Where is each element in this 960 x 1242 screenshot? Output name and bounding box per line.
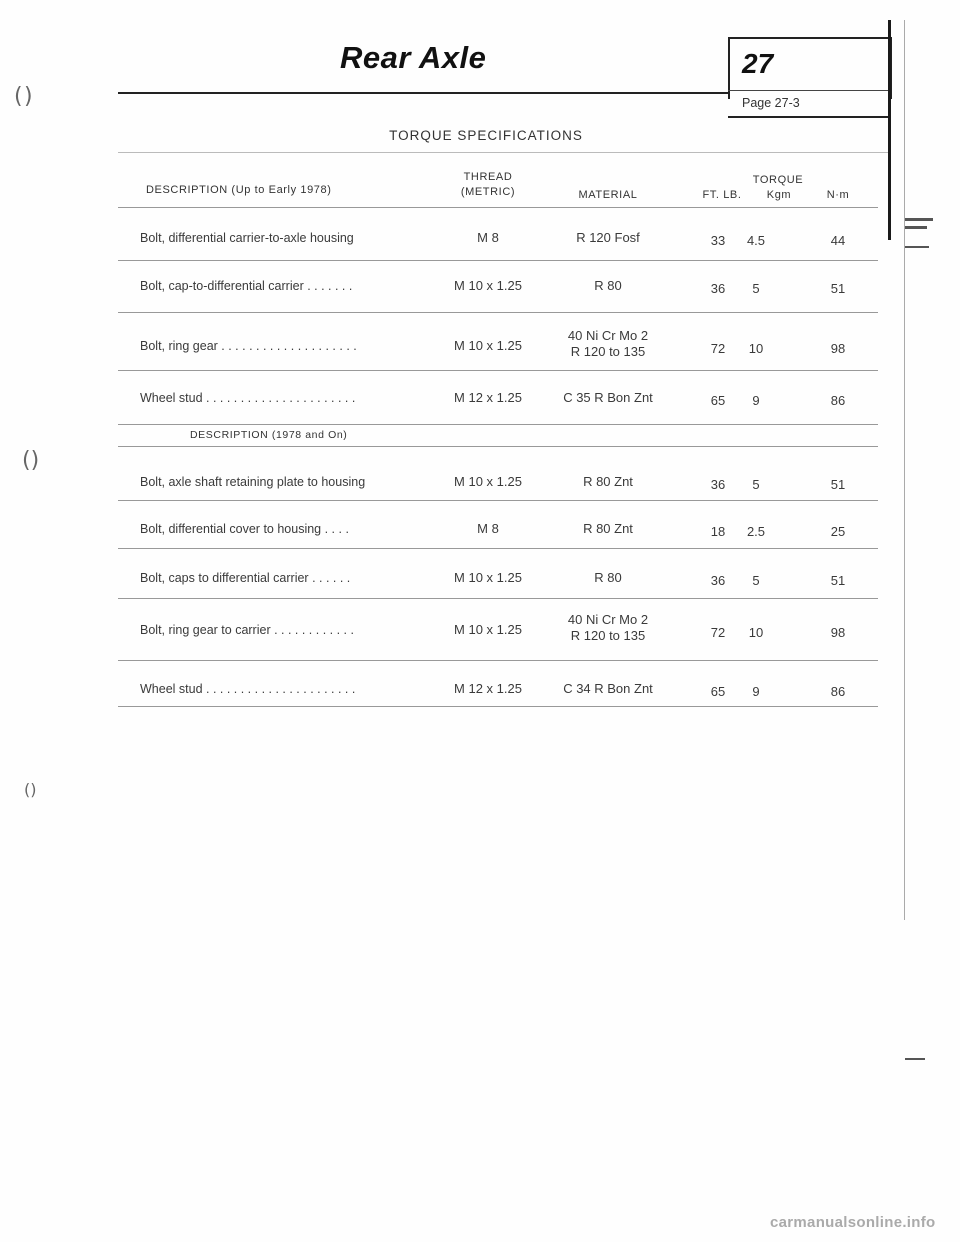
row-torque-nm: 98 xyxy=(830,341,846,356)
row-description: Bolt, ring gear . . . . . . . . . . . . . . . . . . . . xyxy=(140,339,357,353)
col-header-nm: N·m xyxy=(826,189,850,201)
row-divider xyxy=(118,260,878,261)
row-divider xyxy=(118,548,878,549)
row-torque-ftlb: 65 xyxy=(710,393,726,408)
row-material: 40 Ni Cr Mo 2 xyxy=(567,328,649,343)
row-thread: M 8 xyxy=(477,521,499,536)
row-thread: M 10 x 1.25 xyxy=(454,338,522,353)
row-torque-kgm: 5 xyxy=(752,281,760,296)
row-torque-nm: 44 xyxy=(830,233,846,248)
section-rule xyxy=(118,152,888,153)
row-divider xyxy=(118,424,878,425)
row-torque-ftlb: 33 xyxy=(710,233,726,248)
row-divider xyxy=(118,598,878,599)
row-torque-nm: 51 xyxy=(830,281,846,296)
row-torque-nm: 86 xyxy=(830,684,846,699)
row-divider xyxy=(118,370,878,371)
row-description: Bolt, axle shaft retaining plate to housing xyxy=(140,475,366,489)
row-torque-nm: 51 xyxy=(830,573,846,588)
row-torque-kgm: 9 xyxy=(752,393,760,408)
binder-hole-mark: () xyxy=(24,780,37,799)
row-material-line2: R 120 to 135 xyxy=(570,344,646,359)
edge-tab-mark xyxy=(905,246,929,248)
col-header-kgm: Kgm xyxy=(766,189,792,201)
row-thread: M 10 x 1.25 xyxy=(454,278,522,293)
row-thread: M 8 xyxy=(477,230,499,245)
binder-hole-mark: ( xyxy=(14,84,23,109)
row-torque-ftlb: 65 xyxy=(710,684,726,699)
row-divider xyxy=(118,660,878,661)
binder-hole-mark: () xyxy=(22,448,40,473)
col-header-thread-line2: (METRIC) xyxy=(460,186,516,198)
page-number: Page 27-3 xyxy=(742,96,800,110)
row-description: Bolt, differential carrier-to-axle housing xyxy=(140,231,354,245)
row-divider xyxy=(118,500,878,501)
row-material: C 34 R Bon Znt xyxy=(563,681,653,696)
right-edge-line xyxy=(904,20,905,920)
chapter-number: 27 xyxy=(742,48,774,79)
header-rule-right xyxy=(728,116,890,118)
row-thread: M 10 x 1.25 xyxy=(454,570,522,585)
row-torque-kgm: 5 xyxy=(752,573,760,588)
row-torque-ftlb: 36 xyxy=(710,573,726,588)
row-torque-nm: 86 xyxy=(830,393,846,408)
header-rule xyxy=(118,92,730,94)
subheader-divider xyxy=(118,446,878,447)
row-material-line2: R 120 to 135 xyxy=(570,628,646,643)
row-torque-nm: 98 xyxy=(830,625,846,640)
row-description: Bolt, caps to differential carrier . . . . . . xyxy=(140,571,351,585)
row-material: R 80 Znt xyxy=(583,521,633,536)
row-description: Wheel stud . . . . . . . . . . . . . . . . . . . . . . xyxy=(140,682,356,696)
row-material: R 80 xyxy=(594,278,622,293)
row-description: Bolt, cap-to-differential carrier . . . . . . . xyxy=(140,279,353,293)
section-title: TORQUE SPECIFICATIONS xyxy=(389,128,583,143)
header-divider xyxy=(118,207,878,208)
col-header-torque: TORQUE xyxy=(752,174,804,186)
row-torque-ftlb: 18 xyxy=(710,524,726,539)
row-divider xyxy=(118,312,878,313)
row-torque-ftlb: 72 xyxy=(710,341,726,356)
edge-tab-mark xyxy=(905,218,933,221)
row-thread: M 12 x 1.25 xyxy=(454,390,522,405)
row-torque-kgm: 4.5 xyxy=(746,233,766,248)
row-material: R 80 xyxy=(594,570,622,585)
row-description: Bolt, differential cover to housing . . . . xyxy=(140,522,349,536)
row-torque-nm: 25 xyxy=(830,524,846,539)
row-thread: M 10 x 1.25 xyxy=(454,474,522,489)
row-material: 40 Ni Cr Mo 2 xyxy=(567,612,649,627)
row-torque-ftlb: 72 xyxy=(710,625,726,640)
edge-tab-mark xyxy=(905,226,927,229)
chapter-box-divider xyxy=(728,90,890,91)
row-torque-kgm: 10 xyxy=(748,341,764,356)
col-header-description-early: DESCRIPTION (Up to Early 1978) xyxy=(146,184,332,196)
row-torque-ftlb: 36 xyxy=(710,281,726,296)
row-description: Wheel stud . . . . . . . . . . . . . . . . . . . . . . xyxy=(140,391,356,405)
row-torque-kgm: 9 xyxy=(752,684,760,699)
row-torque-kgm: 2.5 xyxy=(746,524,766,539)
row-torque-kgm: 10 xyxy=(748,625,764,640)
row-material: R 80 Znt xyxy=(583,474,633,489)
row-thread: M 12 x 1.25 xyxy=(454,681,522,696)
row-material: C 35 R Bon Znt xyxy=(563,390,653,405)
row-divider xyxy=(118,706,878,707)
col-header-ftlb: FT. LB. xyxy=(702,189,742,201)
row-torque-ftlb: 36 xyxy=(710,477,726,492)
col-header-description-late: DESCRIPTION (1978 and On) xyxy=(190,429,348,441)
row-thread: M 10 x 1.25 xyxy=(454,622,522,637)
col-header-thread-line1: THREAD xyxy=(463,171,513,183)
chapter-title: Rear Axle xyxy=(340,40,487,75)
footer-watermark: carmanualsonline.info xyxy=(770,1214,936,1231)
col-header-material: MATERIAL xyxy=(578,189,638,201)
edge-tab-mark xyxy=(905,1058,925,1060)
row-torque-kgm: 5 xyxy=(752,477,760,492)
row-torque-nm: 51 xyxy=(830,477,846,492)
row-description: Bolt, ring gear to carrier . . . . . . . . . . . . xyxy=(140,623,354,637)
binder-hole-mark: ) xyxy=(24,84,33,109)
row-material: R 120 Fosf xyxy=(576,230,640,245)
